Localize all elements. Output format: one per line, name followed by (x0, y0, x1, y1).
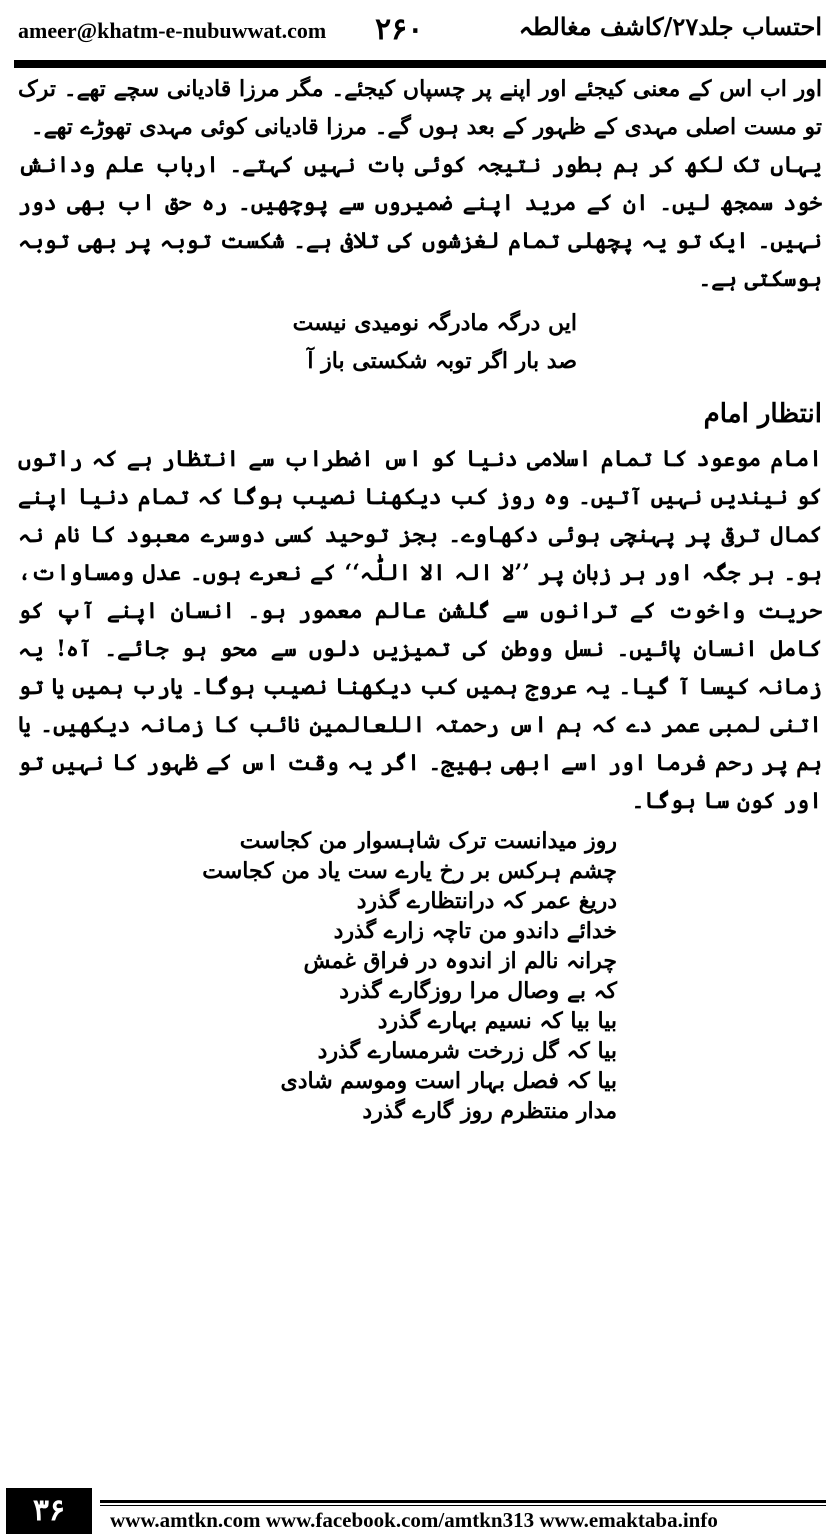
footer-links[interactable]: www.amtkn.com www.facebook.com/amtkn313 www.emaktaba.info (110, 1508, 718, 1532)
verse-line: ایں درگہ مادرگہ نومیدی نیست (292, 310, 577, 336)
verse-line: بیا کہ گل زرخت شرمسارے گذرد (317, 1038, 617, 1064)
verse-line: خدائے داندو من تاچہ زارے گذرد (333, 918, 617, 944)
paragraph-2: یہاں تک لکھ کر ہم بطور نتیجہ کوئی بات نہیں کہتے۔ ارباب علم ودانش خود سمجھ لیں۔ ان کے مرید اپنے ضمیروں سے پوچھیں۔ رہ حق اب بھی دور نہیں۔ ایک تو یہ پچھلی تمام لغزشوں کی تلافی ہے۔ شکست توبہ پر بھی توبہ ہوسکتی ہے۔ (18, 152, 822, 292)
verse-line: روز میدانست ترک شاہسوار من کجاست (239, 828, 617, 854)
section-heading: انتظار امام (703, 399, 822, 429)
page-header (0, 0, 840, 60)
footer-page-number: ۳۶ (6, 1488, 92, 1534)
header-email: ameer@khatm-e-nubuwwat.com (18, 18, 327, 43)
footer-rule (100, 1500, 826, 1503)
header-book-title: احتساب جلد۲۷/کاشف مغالطہ (518, 12, 822, 41)
page-content (18, 70, 822, 1132)
header-rule (14, 60, 826, 68)
verse-line: دریغ عمر کہ درانتظارے گذرد (356, 888, 617, 914)
header-page-number: ۲۶۰ (375, 12, 424, 47)
verse-line: چشم ہرکس بر رخ یارے ست یاد من کجاست (202, 858, 617, 884)
paragraph-1: اور اب اس کے معنی کیجئے اور اپنے پر چسپاں کیجئے۔ مگر مرزا قادیانی سچے تھے۔ ترک تو مست اصلی مہدی کے ظہور کے بعد ہوں گے۔ مرزا قادیانی کوئی مہدی تھوڑے تھے۔ (18, 76, 822, 140)
verse-line: صد بار اگر توبہ شکستی باز آ (307, 348, 577, 374)
verse-line: مدار منتظرم روز گارے گذرد (362, 1098, 617, 1124)
verse-line: بیا کہ فصل بہار است وموسم شادی (280, 1068, 617, 1094)
footer-rule-thin (100, 1505, 826, 1506)
verse-line: بیا بیا کہ نسیم بہارے گذرد (377, 1008, 617, 1034)
verse-line: چرانہ نالم از اندوہ در فراق غمش (303, 948, 617, 974)
persian-verse-1 (18, 304, 822, 380)
page-footer (0, 1488, 840, 1540)
verse-line: کہ بے وصال مرا روزگارے گذرد (339, 978, 617, 1004)
paragraph-3: امام موعود کا تمام اسلامی دنیا کو اس اضطراب سے انتظار ہے کہ راتوں کو نیندیں نہیں آتیں۔ وہ روز کب دیکھنا نصیب ہوگا کہ تمام دنیا اپنے کمال ترقی پر پہنچی ہوئی دکھاوے۔ بجز توحید کسی دوسرے معبود کا نام نہ ہو۔ ہر جگہ اور ہر زبان پر ’’لا الہ الا اللّٰہ‘‘ کے نعرے ہوں۔ عدل ومساوات، حریت واخوت کے ترانوں سے گلشن عالم معمور ہو۔ انسان اپنے آپ کو کامل انسان پائیں۔ نسل ووطن کی تمیزیں دلوں سے محو ہو جائے۔ آہ! یہ زمانہ کیسا آ گیا۔ یہ عروج ہمیں کب دیکھنا نصیب ہوگا۔ یارب ہمیں یا تو اتنی لمبی عمر دے کہ ہم اس رحمتہ اللعالمین نائب کا زمانہ دیکھیں۔ یا ہم پر رحم فرما اور اسے ابھی بھیج۔ اگر یہ وقت اس کے ظہور کا نہیں تو اور کون سا ہوگا۔ (18, 446, 822, 814)
persian-verse-2 (18, 826, 822, 1126)
